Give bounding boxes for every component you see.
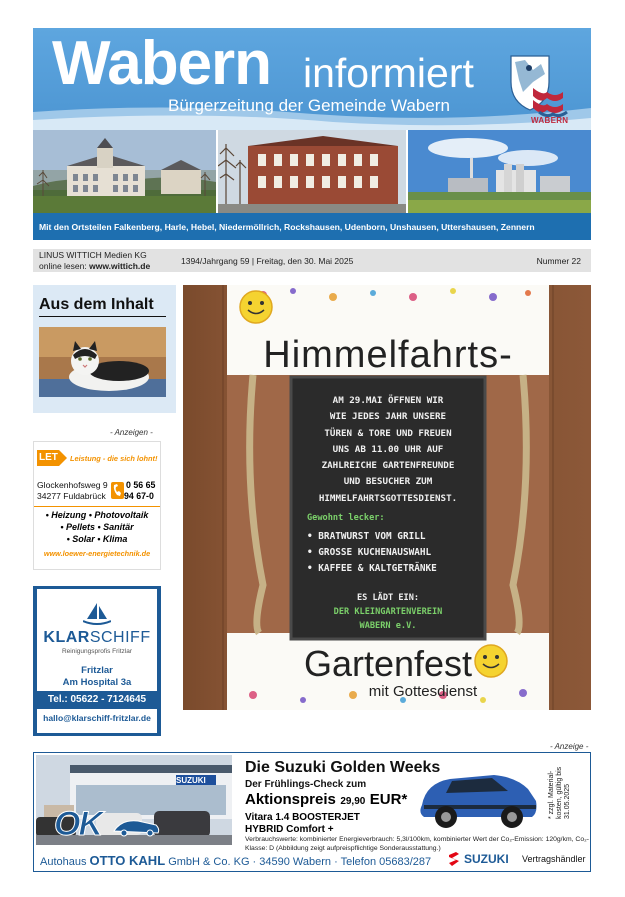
klarschiff-subtitle: Reinigungsprofis Fritzlar	[61, 648, 133, 655]
suzuki-headline: Die Suzuki Golden Weeks	[245, 759, 441, 776]
ad-loewer[interactable]	[33, 441, 161, 570]
invite-label: ES LÄDT EIN:	[356, 593, 420, 603]
price-value: 29,90	[340, 796, 366, 807]
castle-photo	[33, 130, 216, 213]
host-line-2: WABERN e.V.	[359, 621, 417, 631]
board-line: ZAHLREICHE GARTENFREUNDE	[321, 460, 455, 472]
klarschiff-panel	[37, 589, 157, 733]
klarschiff-street: Am Hospital 3a	[62, 677, 132, 688]
cat-photo[interactable]	[39, 327, 166, 397]
menu-item: • GROSSE KUCHENAUSWAHL	[307, 547, 432, 558]
klarschiff-email[interactable]: hallo@klarschiff-fritzlar.de	[43, 713, 151, 723]
sailboat-icon	[83, 603, 111, 625]
factory-photo	[408, 130, 591, 213]
table-of-contents[interactable]	[33, 285, 176, 413]
dealer-name: OTTO KAHL	[89, 853, 166, 868]
loewer-slogan: Leistung - die sich lohnt!	[70, 454, 158, 463]
lecker-label: Gewohnt lecker:	[307, 513, 385, 523]
board-line: AM 29.MAI ÖFFNEN WIR	[332, 395, 444, 406]
dealer-prefix: Autohaus	[40, 856, 87, 868]
suv-image	[416, 761, 542, 833]
issue-bar	[33, 249, 591, 272]
price-label: Aktionspreis	[245, 791, 336, 808]
klarschiff-brand-a: KLAR	[43, 629, 90, 646]
suzuki-logo-icon	[448, 852, 460, 866]
ad-klarschiff[interactable]	[33, 586, 161, 736]
issue-number: Nummer 22	[536, 256, 581, 266]
publisher-online	[39, 261, 150, 271]
crest-label: WABERN	[531, 116, 569, 125]
board-line: TÜREN & TORE UND FREUEN	[324, 427, 452, 439]
suzuki-brand: SUZUKI	[464, 852, 509, 866]
ok-logo: OK	[54, 805, 101, 843]
issue-info: 1394/Jahrgang 59 | Freitag, den 30. Mai 2025	[181, 256, 354, 266]
klarschiff-brand-b: SCHIFF	[89, 629, 151, 646]
loewer-city: 34277 Fuldabrück	[37, 491, 106, 501]
ad-suzuki[interactable]	[33, 752, 591, 872]
loewer-services-2: • Pellets • Sanitär	[60, 522, 134, 532]
title-sub: informiert	[303, 50, 474, 96]
coat-of-arms-icon	[503, 52, 573, 126]
loewer-services-1: • Heizung • Photovoltaik	[45, 510, 149, 520]
store-sign: SUZUKI	[176, 776, 206, 785]
suzuki-sub: Der Frühlings-Check zum	[245, 779, 367, 790]
klarschiff-city: Fritzlar	[81, 665, 113, 676]
consumption-note: Verbrauchswerte: kombinierter Energieverbrauch: 5,3l/100km, kombinierter Wert der Co₂-Emission: 120g/km, Co₂-Klasse: D (Abbildung zeigt aufpreispflichtige Sonderausstattung.)	[245, 836, 590, 852]
car-icon	[112, 815, 162, 839]
klarschiff-brand	[37, 629, 157, 647]
menu-item: • BRATWURST VOM GRILL	[307, 531, 426, 542]
footnote: * zzgl. Material-kosten, gültig bis 31.05.2025	[548, 766, 571, 819]
loewer-url[interactable]: www.loewer-energietechnik.de	[43, 549, 151, 558]
event-poster	[183, 285, 591, 710]
publisher-name: LINUS WITTICH Medien KG	[39, 250, 147, 260]
loewer-services-3: • Solar • Klima	[66, 534, 128, 544]
board-line: WIE JEDES JAHR UNSERE	[329, 411, 447, 423]
title-main: Wabern	[52, 29, 272, 98]
dealer-line	[40, 853, 431, 868]
sun-icon-top	[240, 291, 272, 323]
dealer-details: GmbH & Co. KG · 34590 Wabern · Telefon 05683/287	[168, 856, 432, 868]
variant: HYBRID Comfort +	[245, 824, 334, 835]
phone-icon	[111, 482, 124, 499]
model: Vitara 1.4 BOOSTERJET	[245, 812, 360, 823]
school-photo	[218, 130, 406, 213]
toc-title: Aus dem Inhalt	[39, 296, 166, 317]
board-line: UNS AB 11.00 UHR AUF	[332, 443, 444, 455]
price-unit: EUR*	[369, 791, 408, 808]
host-line-1: DER KLEINGARTENVEREIN	[333, 607, 443, 617]
divider	[34, 506, 160, 507]
poster-footer-title: Gartenfest	[303, 643, 473, 684]
publisher-url[interactable]: www.wittich.de	[89, 261, 151, 271]
loewer-phone-number[interactable]: 94 67-0	[124, 491, 154, 501]
let-logo-text: LET	[39, 452, 58, 463]
menu-item: • KAFFEE & KALTGETRÄNKE	[307, 563, 437, 574]
loewer-street: Glockenhofsweg 9	[37, 480, 108, 490]
chalkboard-text	[291, 393, 485, 507]
let-logo	[37, 450, 67, 466]
ad-label: - Anzeigen -	[110, 428, 153, 437]
menu-list	[307, 529, 437, 577]
publisher-online-prefix: online lesen:	[39, 261, 87, 271]
poster-headline: Himmelfahrts-	[263, 334, 513, 376]
board-line: HIMMELFAHRTSGOTTESDIENST.	[318, 492, 458, 504]
loewer-phone-area[interactable]: 0 56 65	[126, 480, 156, 490]
ortsteile-bar: Mit den Ortsteilen Falkenberg, Harle, Hebel, Niedermöllrich, Rockshausen, Udenborn, Unshausen, Uttershausen, Zennern	[33, 213, 591, 240]
board-line: UND BESUCHER ZUM	[343, 476, 433, 488]
klarschiff-phone[interactable]: Tel.: 05622 - 7124645	[47, 694, 147, 705]
tagline: Bürgerzeitung der Gemeinde Wabern	[168, 96, 450, 115]
ad-label-single: - Anzeige -	[550, 742, 589, 751]
price-line	[245, 791, 407, 809]
poster-footer-sub: mit Gottesdienst	[368, 683, 478, 700]
suzuki-dealer-label: Vertragshändler	[522, 854, 586, 864]
